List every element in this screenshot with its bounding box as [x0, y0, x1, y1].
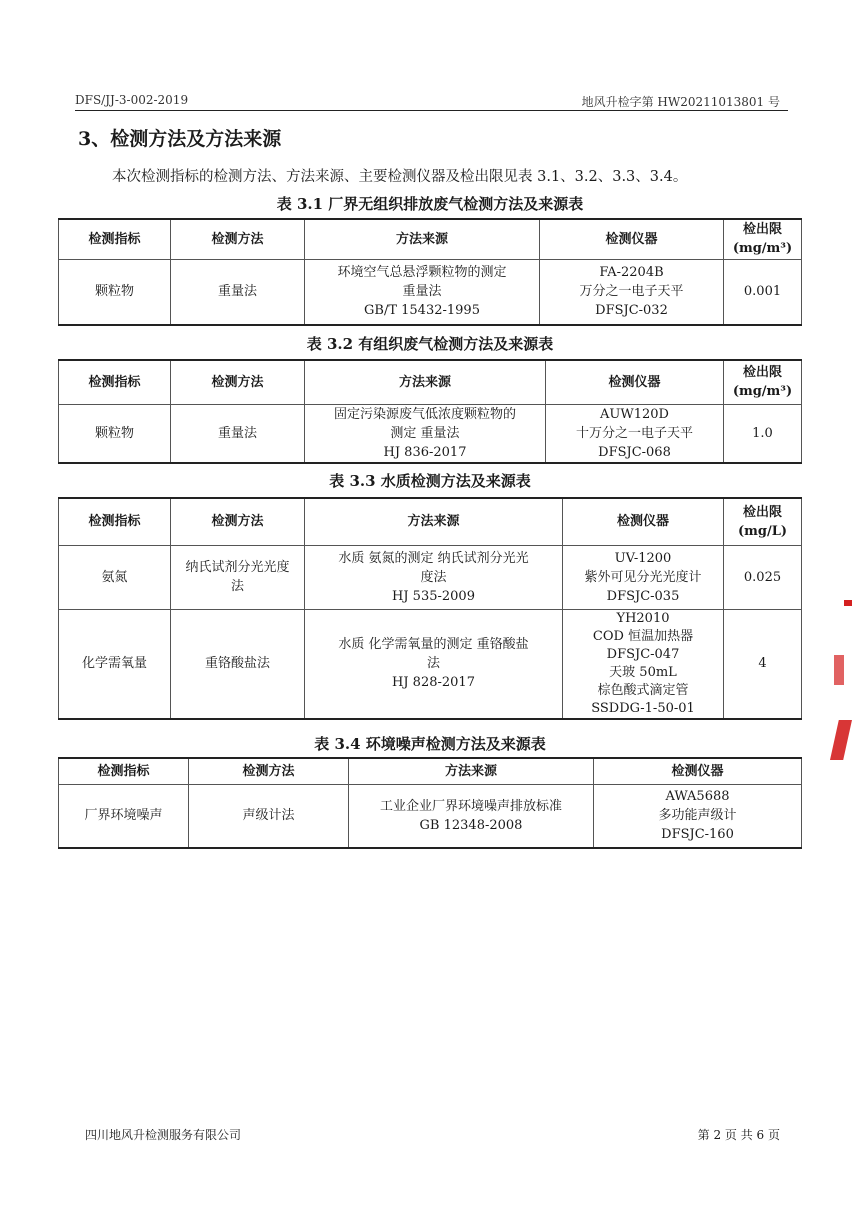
table1-header-row [59, 219, 802, 259]
cell-instrument: UV-1200 紫外可见分光光度计 DFSJC-035 [563, 545, 724, 609]
header-divider [75, 110, 788, 111]
cell-limit: 4 [724, 609, 802, 719]
col-header-instrument: 检测仪器 [563, 498, 724, 545]
cell-method: 重量法 [171, 259, 305, 325]
table3-header-row [59, 498, 802, 545]
col-header-limit: 检出限 (mg/m³) [724, 360, 802, 404]
col-header-item: 检测指标 [59, 219, 171, 259]
table2 [58, 359, 802, 464]
cell-limit: 1.0 [724, 404, 802, 463]
table2-caption: 表 3.2 有组织废气检测方法及来源表 [306, 335, 554, 353]
col-header-instrument: 检测仪器 [540, 219, 724, 259]
cell-item: 化学需氧量 [59, 609, 171, 719]
footer-company: 四川地风升检测服务有限公司 [85, 1128, 242, 1142]
table3 [58, 497, 802, 720]
header-report-number: 地风升检字第 HW20211013801 号 [581, 95, 780, 109]
cell-instrument: AWA5688 多功能声级计 DFSJC-160 [594, 784, 802, 848]
table1-caption: 表 3.1 厂界无组织排放废气检测方法及来源表 [276, 195, 584, 213]
cell-limit: 0.001 [724, 259, 802, 325]
header-doc-code: DFS/JJ-3-002-2019 [75, 93, 189, 107]
col-header-limit: 检出限 (mg/m³) [724, 219, 802, 259]
cell-source: 固定污染源废气低浓度颗粒物的 测定 重量法 HJ 836-2017 [305, 404, 546, 463]
col-header-method: 检测方法 [171, 360, 305, 404]
cell-method: 重量法 [171, 404, 305, 463]
col-header-instrument: 检测仪器 [546, 360, 724, 404]
cell-item: 颗粒物 [59, 404, 171, 463]
table-row [59, 259, 802, 325]
table4-header-row [59, 758, 802, 784]
cell-item: 氨氮 [59, 545, 171, 609]
seal-fragment [834, 655, 844, 685]
col-header-method: 检测方法 [171, 219, 305, 259]
col-header-method: 检测方法 [189, 758, 349, 784]
col-header-source: 方法来源 [305, 360, 546, 404]
table1 [58, 218, 802, 326]
table-row [59, 609, 802, 719]
table-row [59, 545, 802, 609]
table3-caption: 表 3.3 水质检测方法及来源表 [329, 472, 531, 490]
col-header-source: 方法来源 [305, 219, 540, 259]
col-header-item: 检测指标 [59, 498, 171, 545]
cell-method: 重铬酸盐法 [171, 609, 305, 719]
table-row [59, 784, 802, 848]
cell-source: 水质 氨氮的测定 纳氏试剂分光光 度法 HJ 535-2009 [305, 545, 563, 609]
table4-caption: 表 3.4 环境噪声检测方法及来源表 [314, 735, 546, 753]
footer-page-number: 第 2 页 共 6 页 [697, 1128, 780, 1142]
table2-header-row [59, 360, 802, 404]
col-header-limit: 检出限 (mg/L) [724, 498, 802, 545]
col-header-source: 方法来源 [305, 498, 563, 545]
cell-item: 厂界环境噪声 [59, 784, 189, 848]
col-header-method: 检测方法 [171, 498, 305, 545]
table4 [58, 757, 802, 849]
cell-source: 水质 化学需氧量的测定 重铬酸盐 法 HJ 828-2017 [305, 609, 563, 719]
cell-instrument: AUW120D 十万分之一电子天平 DFSJC-068 [546, 404, 724, 463]
section-title: 3、检测方法及方法来源 [78, 128, 282, 150]
col-header-instrument: 检测仪器 [594, 758, 802, 784]
intro-paragraph: 本次检测指标的检测方法、方法来源、主要检测仪器及检出限见表 3.1、3.2、3.3、3.4。 [112, 169, 688, 185]
cell-item: 颗粒物 [59, 259, 171, 325]
cell-limit: 0.025 [724, 545, 802, 609]
table-row [59, 404, 802, 463]
cell-instrument: YH2010 COD 恒温加热器 DFSJC-047 天玻 50mL 棕色酸式滴定管 SSDDG-1-50-01 [563, 609, 724, 719]
cell-instrument: FA-2204B 万分之一电子天平 DFSJC-032 [540, 259, 724, 325]
col-header-item: 检测指标 [59, 758, 189, 784]
seal-fragment [844, 600, 852, 606]
cell-method: 纳氏试剂分光光度 法 [171, 545, 305, 609]
cell-source: 工业企业厂界环境噪声排放标准 GB 12348-2008 [349, 784, 594, 848]
cell-source: 环境空气总悬浮颗粒物的测定 重量法 GB/T 15432-1995 [305, 259, 540, 325]
col-header-source: 方法来源 [349, 758, 594, 784]
col-header-item: 检测指标 [59, 360, 171, 404]
cell-method: 声级计法 [189, 784, 349, 848]
